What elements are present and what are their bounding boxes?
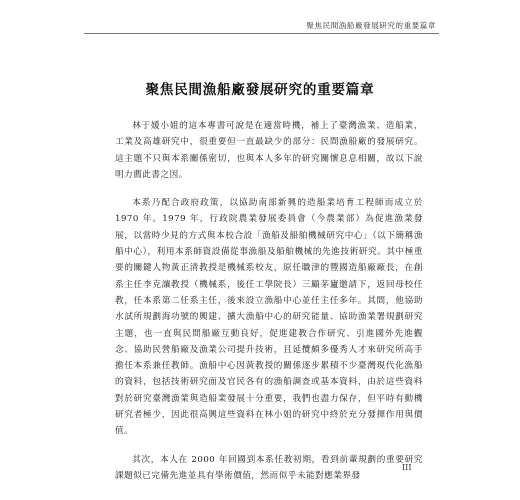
running-header: 聚焦民間漁船廠發展研究的重要篇章 <box>306 21 436 30</box>
paragraph: 本系乃配合政府政策，以協助南部新興的造船業培育工程師而成立於 1970 年。1979 年，行政院農業發展委員會（今農業部）為促進漁業發展，以當時少見的方式與本校合設「漁船及船舶機械研究中心」（以下簡稱漁船中心），利用本系師資設備從事漁船及船舶機械的先進技術研究。其中極重要的關鍵人物黃正清教授是機械系校友，原任職津的豐國造船廠廠長，在創系主任李克讓教授（機械系，後任工學院長）三顧茅廬邀請下，返回母校任教，任本系第二任系主任，後來設立漁船中心並任主任多年。其間，他協助水試所規劃海功號的興建、擴大漁船中心的研究能量、協助漁業署規劃研究主題，也一直與民間船廠互動良好，促進建教合作研究、引進國外先進觀念、協助民營船廠及漁業公司提升技術，且延攬頗多優秀人才來研究所高手擔任本系兼任教師。漁船中心因黃教授的關係逐步累積不少臺灣現代化漁船的資料，包括技術研究面及官民各有的漁船調查或基本資料，由於這些資料對於研究臺灣漁業與造船業發展十分重要，我們也盡力保存，但平時有動機研究者極少，因此很高興這些資料在林小姐的研究中終於充分發揮作用與價值。 <box>115 198 423 437</box>
page-title: 聚焦民間漁船廠發展研究的重要篇章 <box>145 82 375 98</box>
header-divider <box>84 33 439 34</box>
page-number: III <box>402 463 412 472</box>
paragraph: 林于媛小姐的這本專書可說是在適當時機，補上了臺灣漁業、造船業，工業及高雄研究中，很重要但一直最缺少的部分：民間漁船廠的發展研究。這主題不只與本系關係密切，也與本人多年的研究關懷息息相關，故以下說明力薦此書之因。 <box>115 121 423 180</box>
paragraph: 其次，本人在 2000 年回國到本系任教初期，看到前輩規劃的重要研究課題似已完備先進並具有學術價值，然而似乎未能對應業界發 <box>115 454 423 481</box>
body-text <box>115 118 423 496</box>
